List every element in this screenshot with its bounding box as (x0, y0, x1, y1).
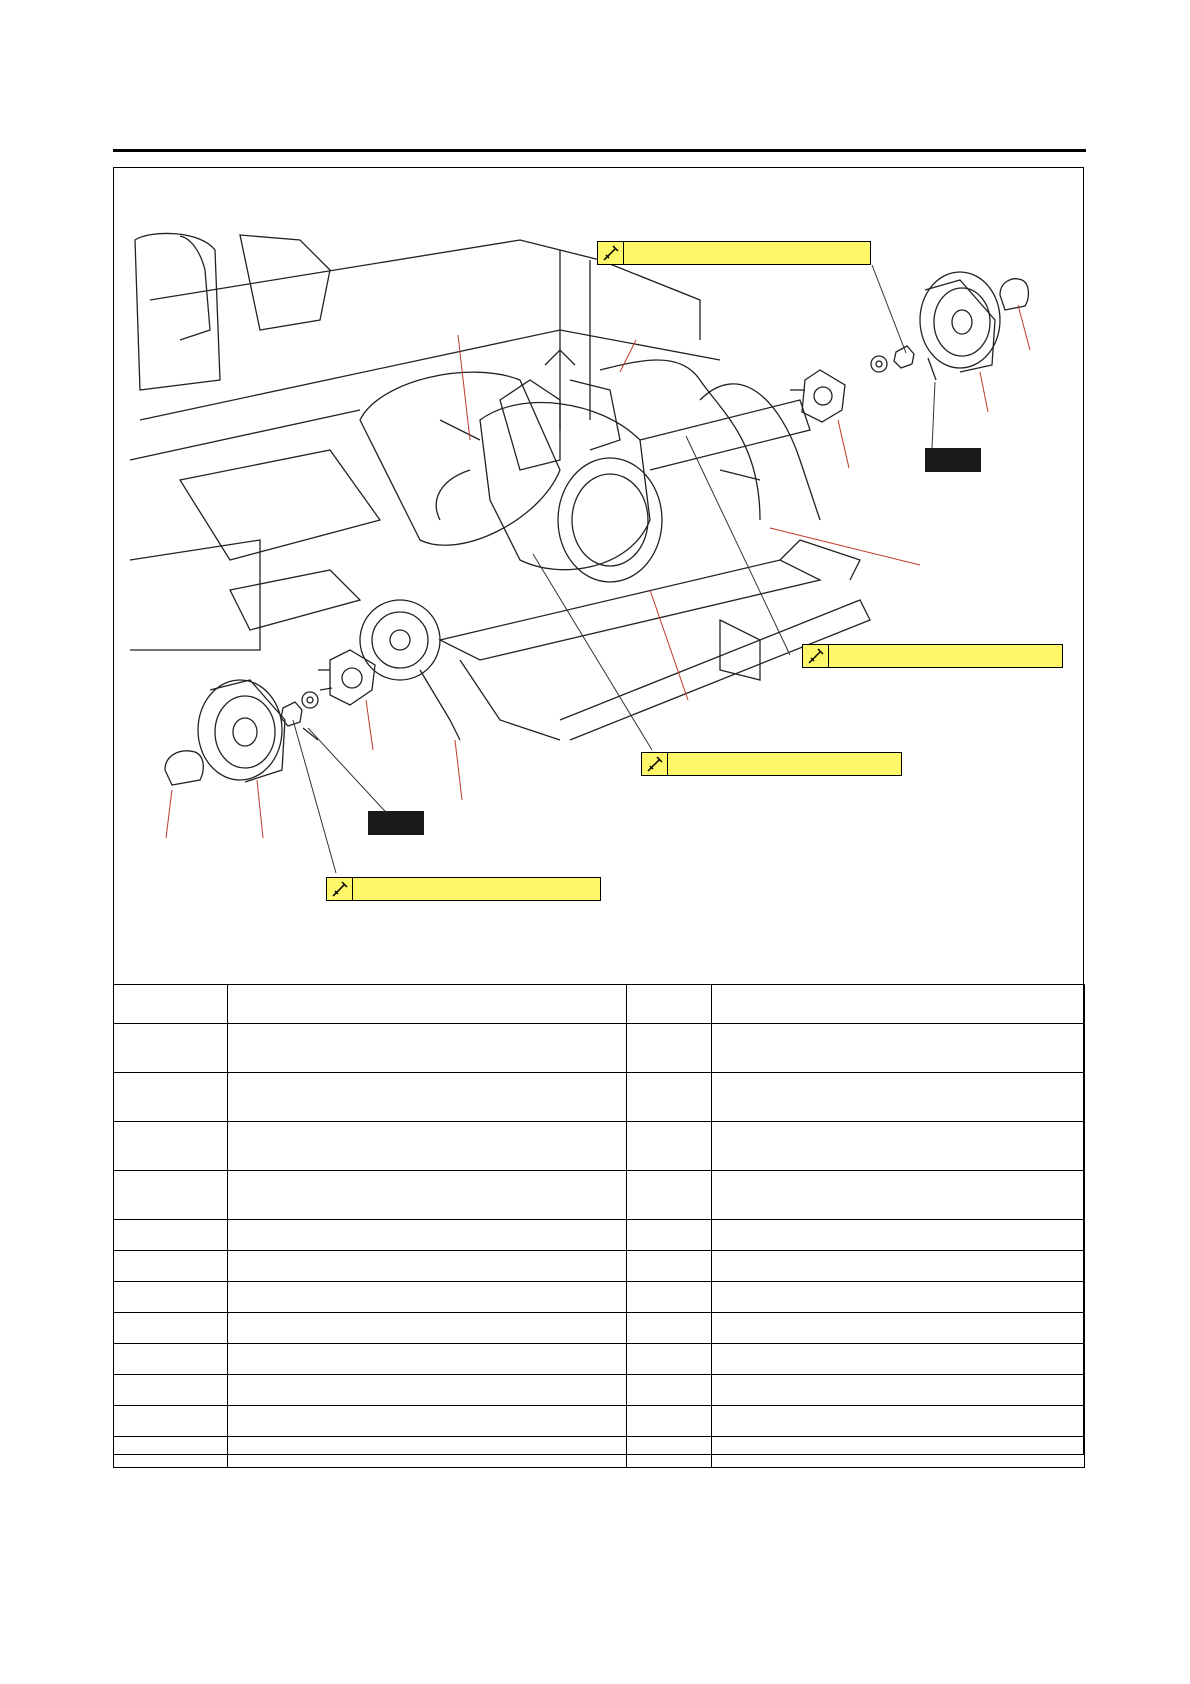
column-header (627, 985, 712, 1024)
table-cell (114, 1406, 228, 1437)
column-header (228, 985, 627, 1024)
table-cell (712, 1375, 1085, 1406)
table-cell (712, 1282, 1085, 1313)
table-cell (627, 1073, 712, 1122)
table-row (114, 1344, 1085, 1375)
table-cell (114, 1073, 228, 1122)
right-hub-illustration (790, 370, 845, 422)
right-washer-illustration (871, 356, 887, 372)
parts-table (113, 984, 1085, 1468)
table-cell (114, 1220, 228, 1251)
table-cell (627, 1375, 712, 1406)
seat-frame-illustration (130, 233, 720, 650)
table-row (114, 1282, 1085, 1313)
table-row (114, 1024, 1085, 1073)
table-cell (712, 1313, 1085, 1344)
table-cell (114, 1122, 228, 1171)
table-cell (228, 1122, 627, 1171)
column-header (712, 985, 1085, 1024)
table-cell (627, 1171, 712, 1220)
left-hub-illustration (318, 650, 375, 705)
table-cell (114, 1375, 228, 1406)
table-cell (627, 1122, 712, 1171)
table-cell (712, 1220, 1085, 1251)
table-cell (627, 1406, 712, 1437)
torque-wrench-icon (803, 645, 829, 667)
left-washer-illustration (302, 692, 318, 708)
table-row (114, 1437, 1085, 1468)
torque-wrench-icon (598, 242, 624, 264)
new-part-tag-right (925, 448, 981, 472)
table-cell (114, 1437, 228, 1468)
torque-wrench-icon (327, 878, 353, 900)
frame-rails-illustration (440, 384, 870, 740)
table-cell (627, 1251, 712, 1282)
right-dust-cap-illustration (1000, 279, 1028, 310)
table-cell (228, 1024, 627, 1073)
torque-label-3 (641, 752, 902, 776)
table-cell (712, 1406, 1085, 1437)
table-cell (228, 1375, 627, 1406)
table-cell (228, 1220, 627, 1251)
table-cell (114, 1344, 228, 1375)
table-cell (627, 1024, 712, 1073)
table-cell (627, 1344, 712, 1375)
table-cell (627, 1282, 712, 1313)
torque-wrench-icon (642, 753, 668, 775)
table-cell (114, 1171, 228, 1220)
table-cell (712, 1344, 1085, 1375)
table-cell (712, 1437, 1085, 1468)
table-cell (228, 1344, 627, 1375)
torque-label-1 (597, 241, 871, 265)
table-cell (114, 1282, 228, 1313)
left-dust-cap-illustration (165, 751, 203, 785)
table-cell (114, 1024, 228, 1073)
table-cell (228, 1406, 627, 1437)
table-row (114, 1406, 1085, 1437)
table-cell (228, 1171, 627, 1220)
left-brake-drum-illustration (198, 680, 285, 782)
table-row (114, 1251, 1085, 1282)
table-cell (712, 1171, 1085, 1220)
left-axle-nut-illustration (281, 702, 302, 726)
column-header (114, 985, 228, 1024)
torque-leader-lines (293, 265, 935, 873)
table-cell (228, 1282, 627, 1313)
left-cotter-pin-illustration (303, 728, 318, 740)
table-header-row (114, 985, 1085, 1024)
table-cell (228, 1313, 627, 1344)
table-cell (114, 1313, 228, 1344)
table-cell (627, 1437, 712, 1468)
table-cell (114, 1251, 228, 1282)
table-cell (228, 1073, 627, 1122)
table-cell (228, 1251, 627, 1282)
table-cell (228, 1437, 627, 1468)
table-cell (712, 1073, 1085, 1122)
table-cell (627, 1220, 712, 1251)
table-cell (712, 1024, 1085, 1073)
table-cell (712, 1122, 1085, 1171)
new-part-tag-left (368, 811, 424, 835)
right-brake-drum-illustration (920, 272, 1000, 372)
table-row (114, 1220, 1085, 1251)
table-row (114, 1375, 1085, 1406)
table-cell (712, 1251, 1085, 1282)
torque-label-4 (326, 877, 601, 901)
right-cotter-pin-illustration (928, 358, 936, 380)
table-row (114, 1313, 1085, 1344)
left-brake-cable-illustration (440, 420, 480, 440)
right-axle-nut-illustration (894, 346, 914, 368)
table-row (114, 1122, 1085, 1171)
torque-label-2 (802, 644, 1063, 668)
transaxle-illustration (360, 350, 662, 582)
table-row (114, 1171, 1085, 1220)
table-row (114, 1073, 1085, 1122)
table-cell (627, 1313, 712, 1344)
